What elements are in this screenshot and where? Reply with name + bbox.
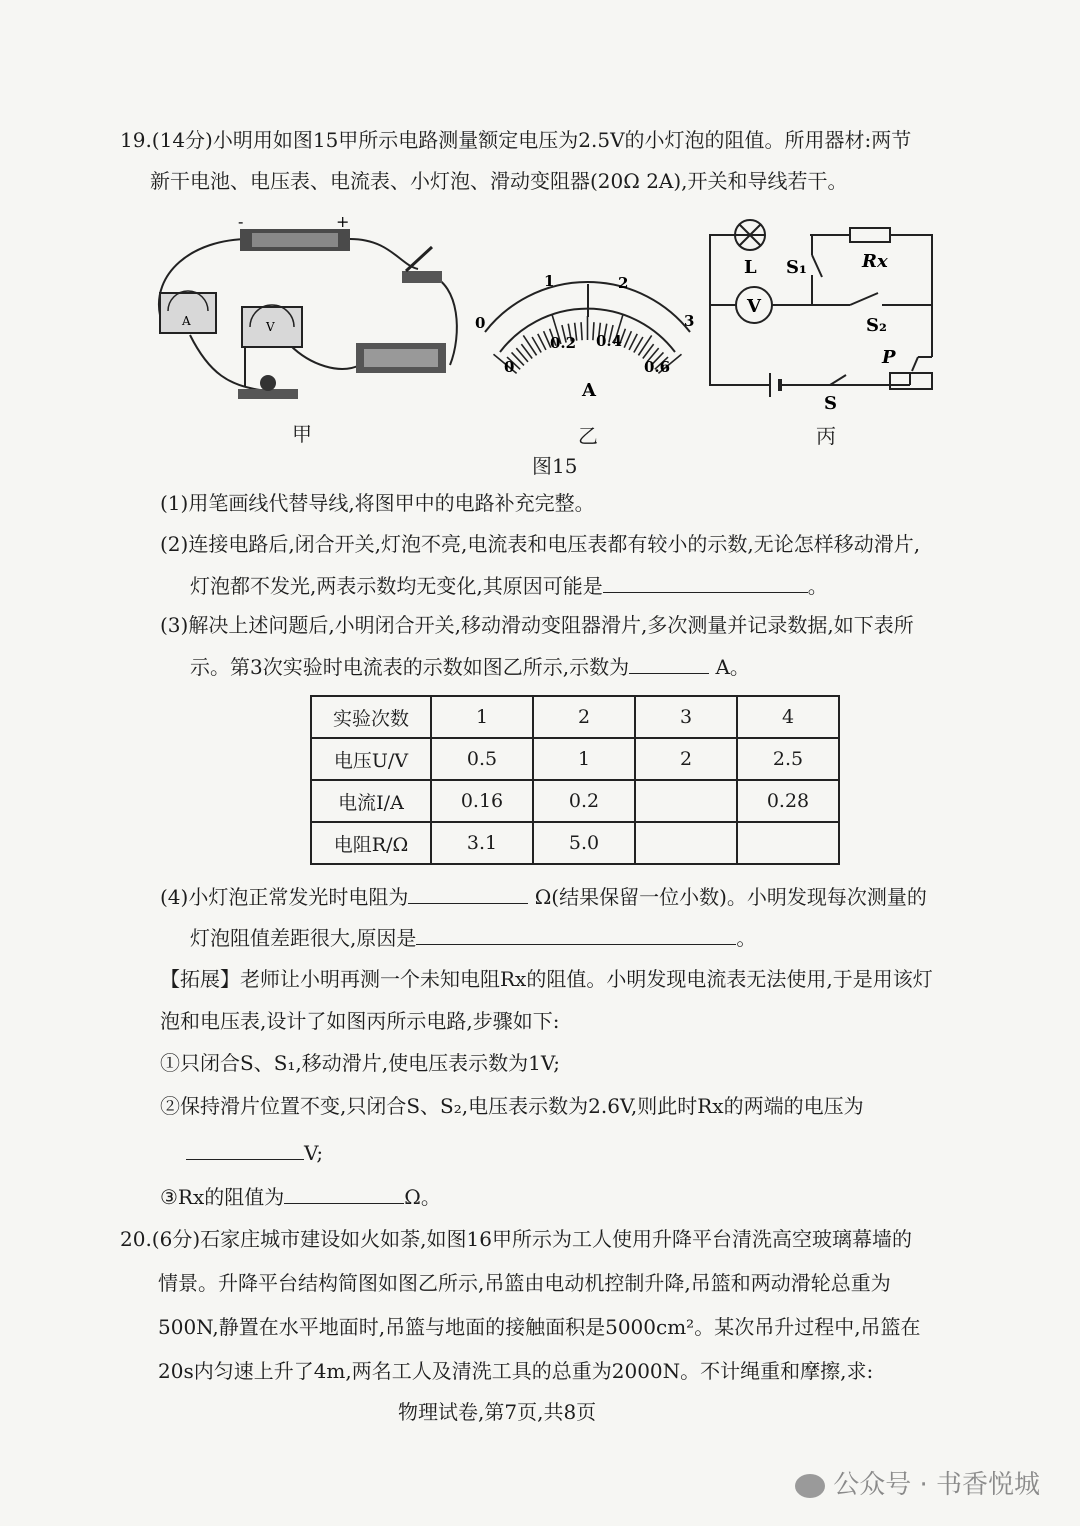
q19-part-4b-text: 灯泡阻值差距很大,原因是 <box>190 926 417 950</box>
table-cell: 2.5 <box>737 738 839 780</box>
q20-line-3: 500N,静置在水平地面时,吊篮与地面的接触面积是5000cm²。某次吊升过程中,吊篮在 <box>158 1315 921 1339</box>
table-cell: 电流I/A <box>311 780 431 822</box>
meter-unit: A <box>582 380 596 401</box>
q19-part-3a: (3)解决上述问题后,小明闭合开关,移动滑动变阻器滑片,多次测量并记录数据,如下表所 <box>160 613 914 637</box>
resistor-rx <box>850 228 890 242</box>
figure-jia-circuit <box>150 215 470 405</box>
meter-tick <box>638 335 651 355</box>
q19-part-1: (1)用笔画线代替导线,将图甲中的电路补充完整。 <box>160 491 595 515</box>
figure-15-caption: 图15 <box>532 454 578 478</box>
caption-jia: 甲 <box>292 422 312 446</box>
switch-s2 <box>850 293 878 305</box>
step-1: ①只闭合S、S₁,移动滑片,使电压表示数为1V; <box>160 1051 561 1075</box>
watermark-brand <box>795 1464 1040 1501</box>
meter-top-label-1: 1 <box>544 272 555 290</box>
label-rx: Rx <box>862 251 888 272</box>
q19-part-3b <box>190 653 750 680</box>
step-2-unit: V; <box>304 1141 324 1165</box>
q19-part-4a-end: Ω(结果保留一位小数)。小明发现每次测量的 <box>534 885 927 909</box>
label-s1: S₁ <box>786 257 807 278</box>
q19-part-2b-text: 灯泡都不发光,两表示数均无变化,其原因可能是 <box>190 574 603 598</box>
table-cell: 5.0 <box>533 822 635 864</box>
table-cell[interactable] <box>737 822 839 864</box>
table-cell: 0.28 <box>737 780 839 822</box>
q19-part-4a-text: (4)小灯泡正常发光时电阻为 <box>160 885 409 909</box>
extension-line-2: 泡和电压表,设计了如图丙所示电路,步骤如下: <box>160 1009 560 1033</box>
table-cell[interactable] <box>635 780 737 822</box>
q19-part-3b-end: A。 <box>715 655 750 679</box>
extension-line-1: 【拓展】老师让小明再测一个未知电阻Rx的阻值。小明发现电流表无法使用,于是用该灯 <box>160 967 933 991</box>
table-cell: 0.2 <box>533 780 635 822</box>
q20-line-2: 情景。升降平台结构简图如图乙所示,吊篮由电动机控制升降,吊篮和两动滑轮总重为 <box>158 1271 891 1295</box>
ammeter-label: A <box>182 314 191 328</box>
meter-bottom-label-2: 0.4 <box>596 332 623 350</box>
answer-blank-step2[interactable] <box>186 1139 304 1160</box>
step-3-text: ③Rx的阻值为 <box>160 1185 285 1209</box>
table-cell: 3.1 <box>431 822 533 864</box>
q20-line-1: 20.(6分)石家庄城市建设如火如荼,如图16甲所示为工人使用升降平台清洗高空玻璃幕墙的 <box>120 1227 912 1251</box>
battery-symbol <box>770 373 810 397</box>
step-3 <box>160 1183 441 1210</box>
q19-part-4a <box>160 883 927 910</box>
caption-yi: 乙 <box>578 424 598 448</box>
voltmeter-label: V <box>266 320 275 334</box>
answer-blank-4b[interactable] <box>416 924 736 945</box>
step-2-answer <box>186 1139 323 1166</box>
table-cell: 2 <box>635 738 737 780</box>
table-cell: 1 <box>533 738 635 780</box>
meter-tick <box>581 322 582 340</box>
meter-bottom-label-3: 0.6 <box>644 358 671 376</box>
meter-tick <box>593 322 594 340</box>
meter-bottom-label-0: 0 <box>504 358 515 376</box>
table-header-cell: 实验次数 <box>311 696 431 738</box>
figure-yi-meter <box>470 262 705 402</box>
label-p: P <box>882 347 896 368</box>
table-row <box>311 780 839 822</box>
label-v: V <box>747 296 761 317</box>
q19-part-2b-end: 。 <box>807 574 828 598</box>
table-cell: 电阻R/Ω <box>311 822 431 864</box>
table-row <box>311 822 839 864</box>
rheostat-jia <box>356 343 446 373</box>
q19-part-4b-end: 。 <box>736 926 757 950</box>
meter-top-label-3: 3 <box>684 312 695 330</box>
caption-bing: 丙 <box>816 424 836 448</box>
page-footer: 物理试卷,第7页,共8页 <box>398 1400 597 1424</box>
table-cell: 电压U/V <box>311 738 431 780</box>
step-2: ②保持滑片位置不变,只闭合S、S₂,电压表示数为2.6V,则此时Rx的两端的电压为 <box>160 1094 864 1118</box>
q20-line-4: 20s内匀速上升了4m,两名工人及清洗工具的总重为2000N。不计绳重和摩擦,求: <box>158 1359 874 1383</box>
battery-box <box>240 229 350 251</box>
meter-top-label-0: 0 <box>475 314 486 332</box>
table-row <box>311 738 839 780</box>
step-3-unit: Ω。 <box>404 1185 441 1209</box>
answer-blank-2[interactable] <box>603 572 808 593</box>
table-cell: 0.5 <box>431 738 533 780</box>
table-header-cell: 4 <box>737 696 839 738</box>
figure-bing-circuit <box>700 215 950 415</box>
label-s: S <box>824 393 837 414</box>
label-s2: S₂ <box>866 315 887 336</box>
meter-tick <box>624 331 631 348</box>
table-cell[interactable] <box>635 822 737 864</box>
table-header-cell: 2 <box>533 696 635 738</box>
q19-line-1: 19.(14分)小明用如图15甲所示电路测量额定电压为2.5V的小灯泡的阻值。所用器材:两节 <box>120 128 912 152</box>
meter-tick <box>523 335 536 355</box>
table-header-row <box>311 696 839 738</box>
q19-part-2b <box>190 572 828 599</box>
answer-blank-4a[interactable] <box>408 883 528 904</box>
meter-top-label-2: 2 <box>618 274 629 292</box>
label-l: L <box>744 257 757 278</box>
q19-line-2: 新干电池、电压表、电流表、小灯泡、滑动变阻器(20Ω 2A),开关和导线若干。 <box>150 169 848 193</box>
answer-blank-step3[interactable] <box>284 1183 404 1204</box>
battery-minus: - <box>238 215 244 231</box>
slider-arrow <box>912 357 918 371</box>
q19-part-4b <box>190 924 756 951</box>
meter-bottom-label-1: 0.2 <box>550 334 577 352</box>
wechat-icon <box>795 1474 825 1498</box>
q19-part-3b-text: 示。第3次实验时电流表的示数如图乙所示,示数为 <box>190 655 630 679</box>
brand-text: 公众号 · 书香悦城 <box>833 1470 1040 1500</box>
data-table <box>310 695 840 865</box>
battery-plus: + <box>336 215 350 231</box>
switch-s <box>830 375 846 385</box>
switch-s1 <box>812 255 822 277</box>
table-header-cell: 3 <box>635 696 737 738</box>
answer-blank-3[interactable] <box>629 653 709 674</box>
table-cell: 0.16 <box>431 780 533 822</box>
q19-part-2a: (2)连接电路后,闭合开关,灯泡不亮,电流表和电压表都有较小的示数,无论怎样移动滑片, <box>160 532 921 556</box>
table-header-cell: 1 <box>431 696 533 738</box>
